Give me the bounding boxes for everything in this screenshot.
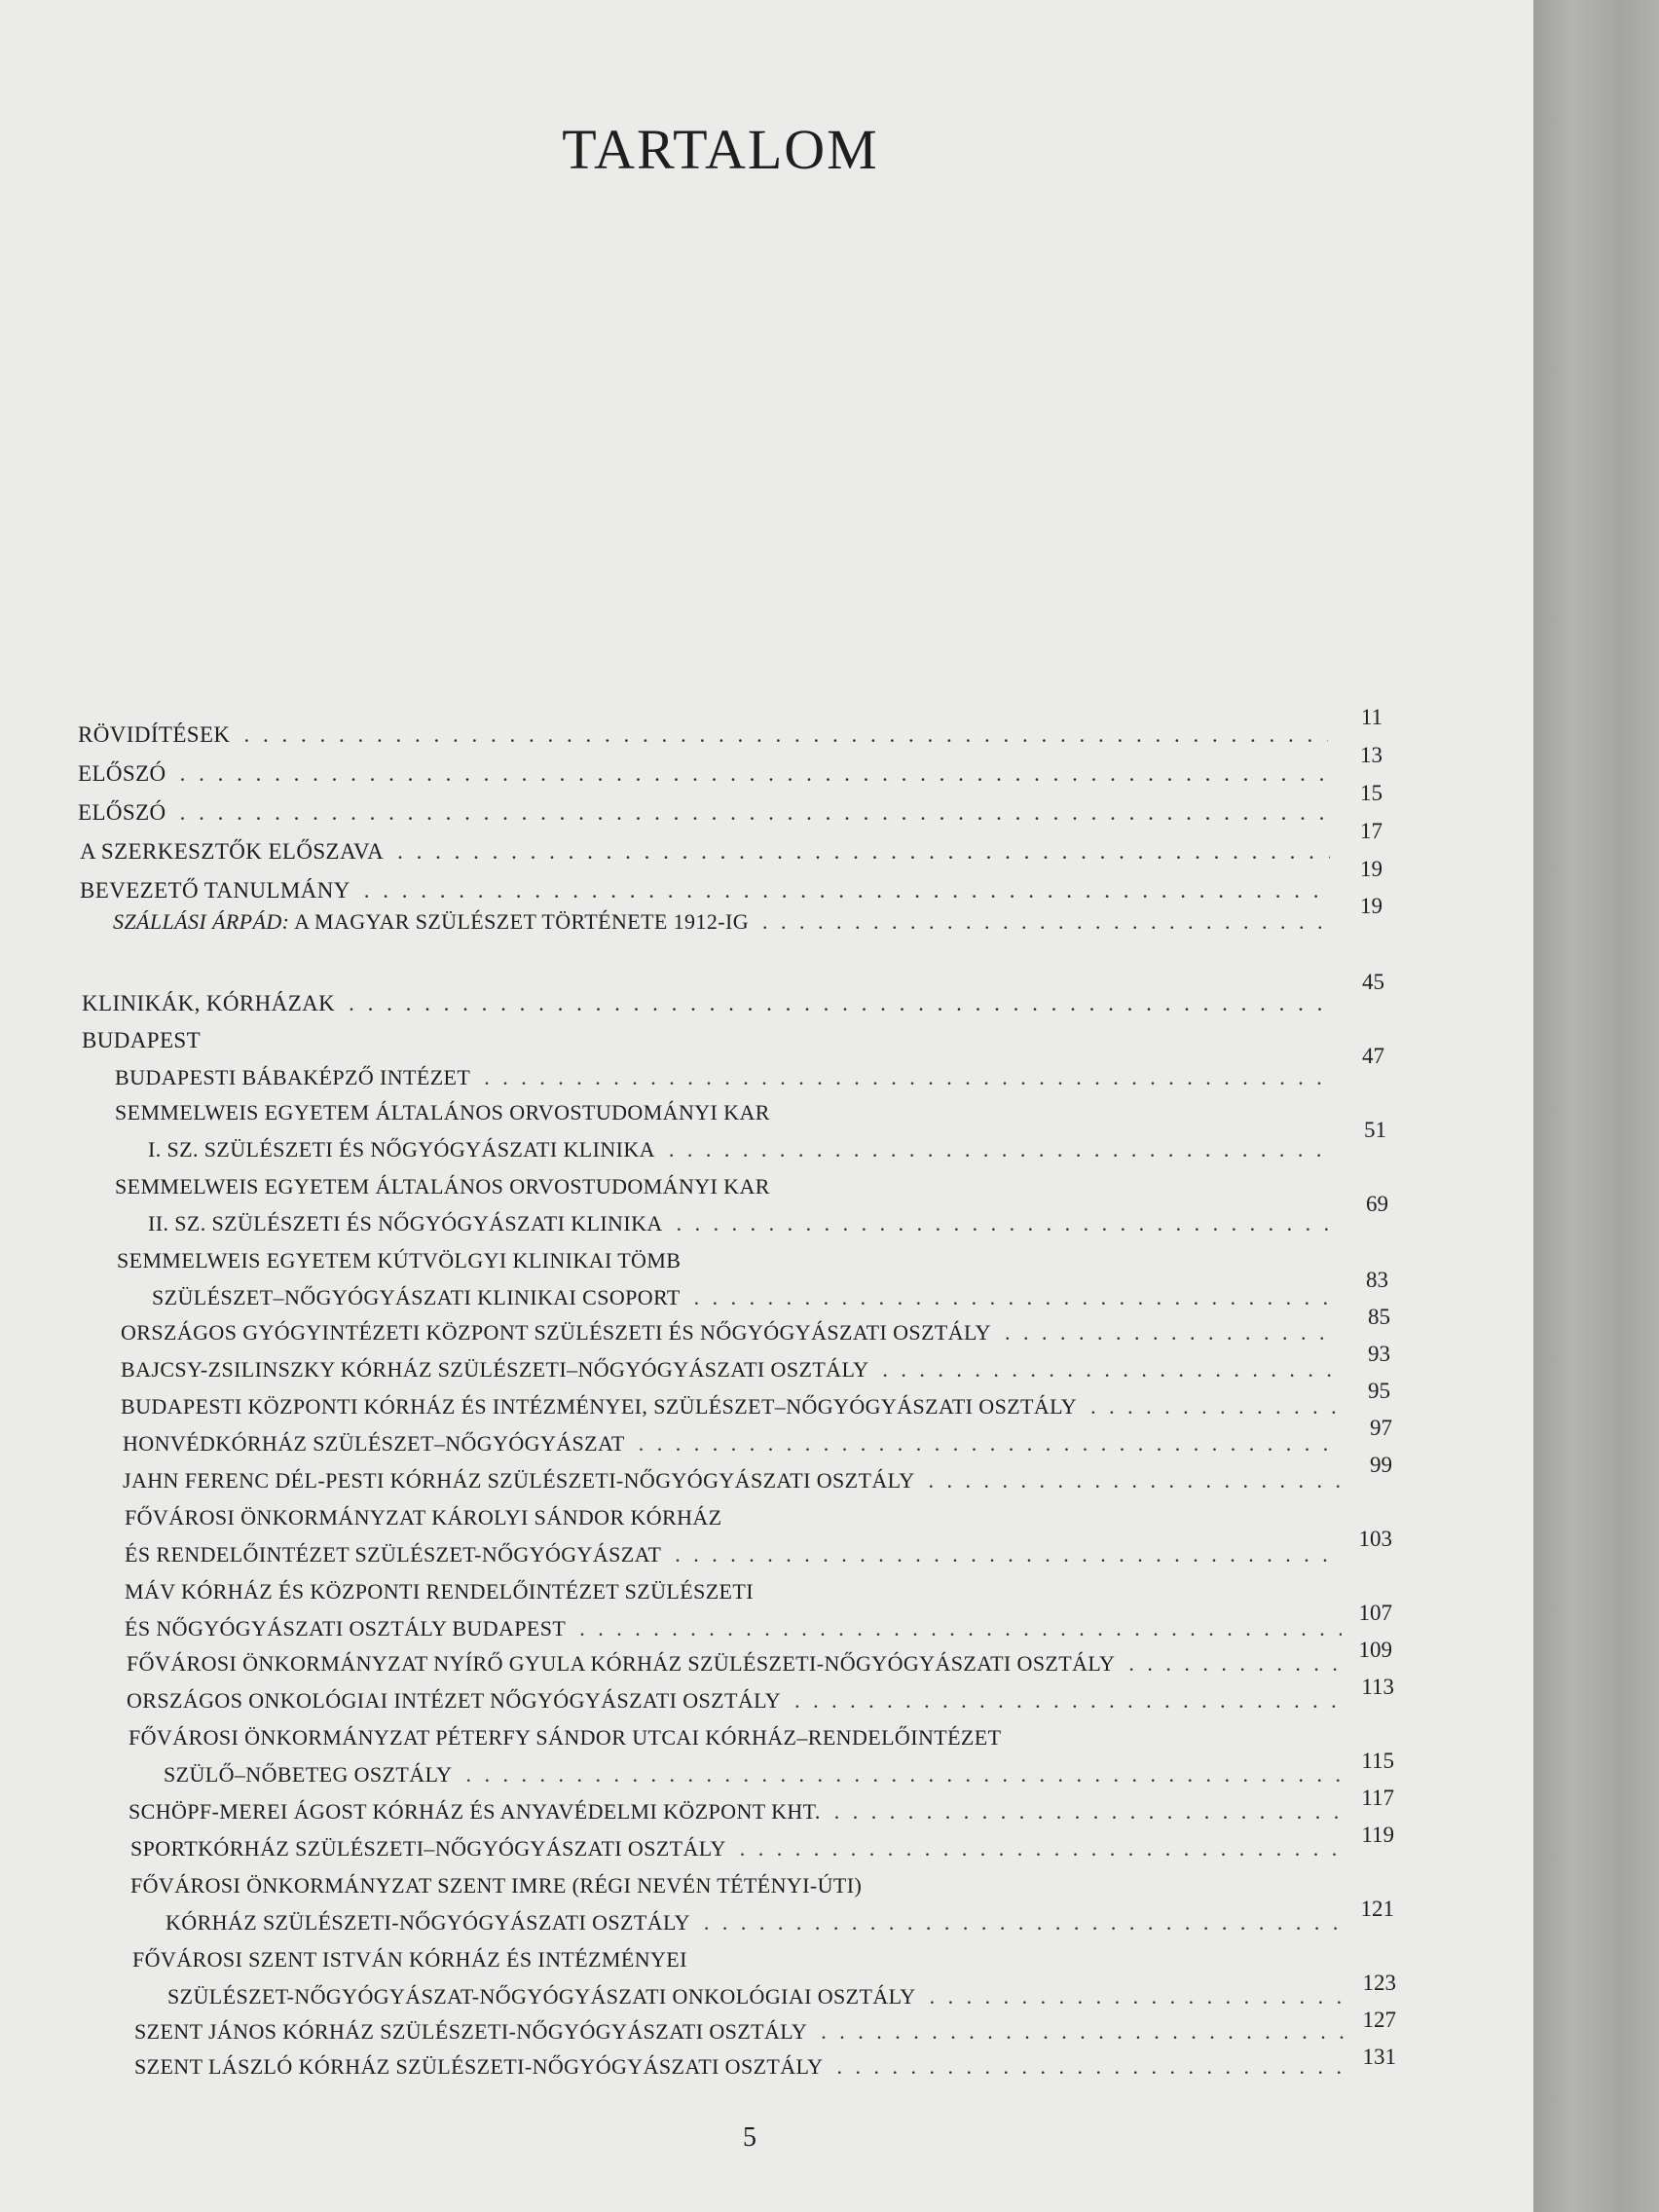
page-number: 103 — [1358, 1527, 1392, 1551]
toc-entry — [125, 1577, 1347, 1604]
toc-entry — [127, 1649, 1347, 1677]
toc-entry — [134, 2052, 1351, 2080]
page-number: 47 — [1362, 1044, 1384, 1068]
toc-entry — [82, 989, 1338, 1016]
toc-entry — [80, 837, 1336, 865]
leader-dots — [349, 991, 1332, 1016]
toc-entry — [129, 1723, 1349, 1751]
toc-entry — [167, 1982, 1349, 2009]
toc-entry — [78, 720, 1334, 748]
page-number: 51 — [1364, 1118, 1386, 1142]
page-number: 13 — [1360, 743, 1382, 767]
toc-entry — [78, 798, 1334, 826]
toc-entry-label: SEMMELWEIS EGYETEM ÁLTALÁNOS ORVOSTUDOMÁNYI KAR — [115, 1100, 770, 1124]
background-surface — [1533, 0, 1659, 2212]
toc-entry-label: ELŐSZÓ — [78, 800, 166, 825]
page-number: 113 — [1361, 1675, 1394, 1699]
toc-entry-label: ORSZÁGOS GYÓGYINTÉZETI KÖZPONT SZÜLÉSZETI ÉS NŐGYÓGYÁSZATI OSZTÁLY — [121, 1320, 991, 1345]
toc-section-heading — [82, 1026, 1338, 1053]
toc-entry-label: SZENT LÁSZLÓ KÓRHÁZ SZÜLÉSZETI-NŐGYÓGYÁSZATI OSZTÁLY — [134, 2054, 824, 2079]
leader-dots — [180, 800, 1328, 826]
toc-entry-label: ELŐSZÓ — [78, 761, 166, 786]
leader-dots — [579, 1616, 1342, 1641]
toc-entry-label: BUDAPEST — [82, 1028, 202, 1052]
toc-entry — [115, 1063, 1340, 1090]
toc-entry-label: BEVEZETŐ TANULMÁNY — [80, 878, 350, 903]
leader-dots — [836, 2054, 1346, 2080]
toc-entry-label: RÖVIDÍTÉSEK — [78, 722, 231, 747]
leader-dots — [821, 2019, 1346, 2045]
toc-entry-label: HONVÉDKÓRHÁZ SZÜLÉSZET–NŐGYÓGYÁSZAT — [123, 1431, 625, 1456]
leader-dots — [364, 878, 1330, 903]
leader-dots — [929, 1468, 1340, 1493]
toc-entry — [121, 1392, 1344, 1419]
page-number: 131 — [1362, 2045, 1396, 2069]
toc-entry-label: II. SZ. SZÜLÉSZETI ÉS NŐGYÓGYÁSZATI KLINIKA — [148, 1211, 663, 1235]
toc-entry — [121, 1318, 1344, 1346]
page-number: 19 — [1360, 857, 1382, 881]
toc-entry-label: MÁV KÓRHÁZ ÉS KÖZPONTI RENDELŐINTÉZET SZÜLÉSZETI — [125, 1579, 754, 1604]
page-title: TARTALOM — [562, 118, 879, 181]
leader-dots — [639, 1431, 1340, 1456]
toc-entry-label: I. SZ. SZÜLÉSZETI ÉS NŐGYÓGYÁSZATI KLINIKA — [148, 1137, 655, 1161]
toc-entry-label: FŐVÁROSI SZENT ISTVÁN KÓRHÁZ ÉS INTÉZMÉNYEI — [132, 1947, 687, 1972]
toc-entry — [115, 1098, 1340, 1125]
toc-entry — [78, 759, 1334, 787]
page-number: 83 — [1366, 1268, 1388, 1292]
leader-dots — [1128, 1651, 1342, 1677]
toc-entry-label: BAJCSY-ZSILINSZKY KÓRHÁZ SZÜLÉSZETI–NŐGYÓGYÁSZATI OSZTÁLY — [121, 1357, 869, 1382]
page-number: 121 — [1360, 1897, 1394, 1921]
toc-entry-label: SEMMELWEIS EGYETEM KÚTVÖLGYI KLINIKAI TÖMB — [117, 1248, 682, 1272]
toc-entry-label: KÓRHÁZ SZÜLÉSZETI-NŐGYÓGYÁSZATI OSZTÁLY — [166, 1910, 690, 1935]
toc-entry — [148, 1135, 1340, 1162]
toc-entry — [164, 1760, 1349, 1788]
toc-entry-label: ORSZÁGOS ONKOLÓGIAI INTÉZET NŐGYÓGYÁSZATI OSZTÁLY — [127, 1688, 782, 1713]
page-number: 123 — [1362, 1971, 1396, 1995]
toc-entry-label: SZÜLÉSZET-NŐGYÓGYÁSZAT-NŐGYÓGYÁSZATI ONKOLÓGIAI OSZTÁLY — [167, 1984, 916, 2009]
leader-dots — [677, 1211, 1334, 1236]
leader-dots — [180, 761, 1328, 787]
toc-entry — [132, 1945, 1349, 1972]
toc-entry-label: FŐVÁROSI ÖNKORMÁNYZAT SZENT IMRE (RÉGI NEVÉN TÉTÉNYI-ÚTI) — [130, 1873, 863, 1898]
toc-entry-label: BUDAPESTI BÁBAKÉPZŐ INTÉZET — [115, 1065, 471, 1089]
toc-entry — [125, 1503, 1347, 1530]
toc-entry-label: SZÜLÉSZET–NŐGYÓGYÁSZATI KLINIKAI CSOPORT — [152, 1285, 681, 1309]
toc-entry — [123, 1466, 1346, 1493]
page-number: 11 — [1360, 705, 1382, 729]
toc-entry — [166, 1908, 1349, 1936]
leader-dots — [834, 1799, 1344, 1825]
toc-entry — [113, 907, 1338, 935]
toc-entry — [130, 1834, 1349, 1862]
page-number: 95 — [1368, 1379, 1390, 1403]
leader-dots — [740, 1836, 1344, 1862]
leader-dots — [484, 1065, 1334, 1090]
toc-entry-label: SZÁLLÁSI ÁRPÁD: A MAGYAR SZÜLÉSZET TÖRTÉNETE 1912-IG — [113, 909, 749, 934]
page-number: 69 — [1366, 1192, 1388, 1216]
page-number: 15 — [1360, 781, 1382, 805]
toc-entry — [115, 1172, 1340, 1199]
toc-entry — [121, 1355, 1344, 1382]
leader-dots — [397, 839, 1330, 865]
page-number: 85 — [1368, 1305, 1390, 1329]
page-number: 99 — [1370, 1453, 1392, 1477]
toc-entry-label: SCHÖPF-MEREI ÁGOST KÓRHÁZ ÉS ANYAVÉDELMI KÖZPONT KHT. — [129, 1799, 821, 1824]
leader-dots — [1005, 1320, 1338, 1346]
leader-dots — [704, 1910, 1344, 1936]
toc-entry-label: FŐVÁROSI ÖNKORMÁNYZAT KÁROLYI SÁNDOR KÓRHÁZ — [125, 1505, 722, 1530]
toc-entry — [127, 1686, 1347, 1714]
toc-entry — [125, 1540, 1347, 1567]
toc-entry-label: ÉS NŐGYÓGYÁSZATI OSZTÁLY BUDAPEST — [125, 1616, 567, 1641]
toc-entry-label: ÉS RENDELŐINTÉZET SZÜLÉSZET-NŐGYÓGYÁSZAT — [125, 1542, 662, 1567]
leader-dots — [243, 722, 1328, 748]
leader-dots — [930, 1984, 1344, 2009]
toc-entry — [125, 1614, 1347, 1641]
page-number: 109 — [1358, 1638, 1392, 1662]
toc-entry — [123, 1429, 1346, 1456]
toc-entry — [80, 876, 1336, 903]
leader-dots — [465, 1762, 1344, 1788]
toc-entry — [117, 1246, 1342, 1273]
leader-dots — [694, 1285, 1336, 1310]
author-name: SZÁLLÁSI ÁRPÁD: — [113, 909, 290, 934]
leader-dots — [794, 1688, 1342, 1714]
page-number: 19 — [1360, 894, 1382, 918]
toc-entry — [130, 1871, 1349, 1899]
toc-entry-label: BUDAPESTI KÖZPONTI KÓRHÁZ ÉS INTÉZMÉNYEI, SZÜLÉSZET–NŐGYÓGYÁSZATI OSZTÁLY — [121, 1394, 1078, 1419]
page-number: 17 — [1360, 819, 1382, 843]
toc-entry-label: JAHN FERENC DÉL-PESTI KÓRHÁZ SZÜLÉSZETI-NŐGYÓGYÁSZATI OSZTÁLY — [123, 1468, 915, 1493]
toc-entry-label: KLINIKÁK, KÓRHÁZAK — [82, 991, 336, 1015]
page-number: 107 — [1358, 1601, 1392, 1625]
toc-entry — [152, 1283, 1342, 1310]
toc-entry-label: FŐVÁROSI ÖNKORMÁNYZAT NYÍRŐ GYULA KÓRHÁZ SZÜLÉSZETI-NŐGYÓGYÁSZATI OSZTÁLY — [127, 1651, 1116, 1676]
page-number: 119 — [1361, 1823, 1394, 1847]
toc-entry — [129, 1797, 1349, 1825]
page-number: 93 — [1368, 1342, 1390, 1366]
leader-dots — [675, 1542, 1342, 1567]
toc-entry-label: SZÜLŐ–NŐBETEG OSZTÁLY — [164, 1762, 453, 1787]
toc-entry-label: FŐVÁROSI ÖNKORMÁNYZAT PÉTERFY SÁNDOR UTCAI KÓRHÁZ–RENDELŐINTÉZET — [129, 1725, 1002, 1750]
toc-entry-label: A SZERKESZTŐK ELŐSZAVA — [80, 839, 385, 864]
toc-entry-label: SZENT JÁNOS KÓRHÁZ SZÜLÉSZETI-NŐGYÓGYÁSZATI OSZTÁLY — [134, 2019, 808, 2044]
toc-entry — [148, 1209, 1340, 1236]
toc-entry-label: SEMMELWEIS EGYETEM ÁLTALÁNOS ORVOSTUDOMÁNYI KAR — [115, 1174, 770, 1198]
page-number: 117 — [1361, 1786, 1394, 1810]
leader-dots — [882, 1357, 1338, 1382]
toc-entry — [134, 2017, 1351, 2045]
page-number: 97 — [1370, 1416, 1392, 1440]
leader-dots — [669, 1137, 1334, 1162]
leader-dots — [1090, 1394, 1338, 1419]
page-number: 45 — [1362, 970, 1384, 994]
toc-entry-label: SPORTKÓRHÁZ SZÜLÉSZETI–NŐGYÓGYÁSZATI OSZTÁLY — [130, 1836, 726, 1861]
leader-dots — [762, 909, 1332, 935]
folio-page-number: 5 — [743, 2122, 756, 2153]
page-number: 115 — [1361, 1749, 1394, 1773]
page-number: 127 — [1362, 2008, 1396, 2032]
